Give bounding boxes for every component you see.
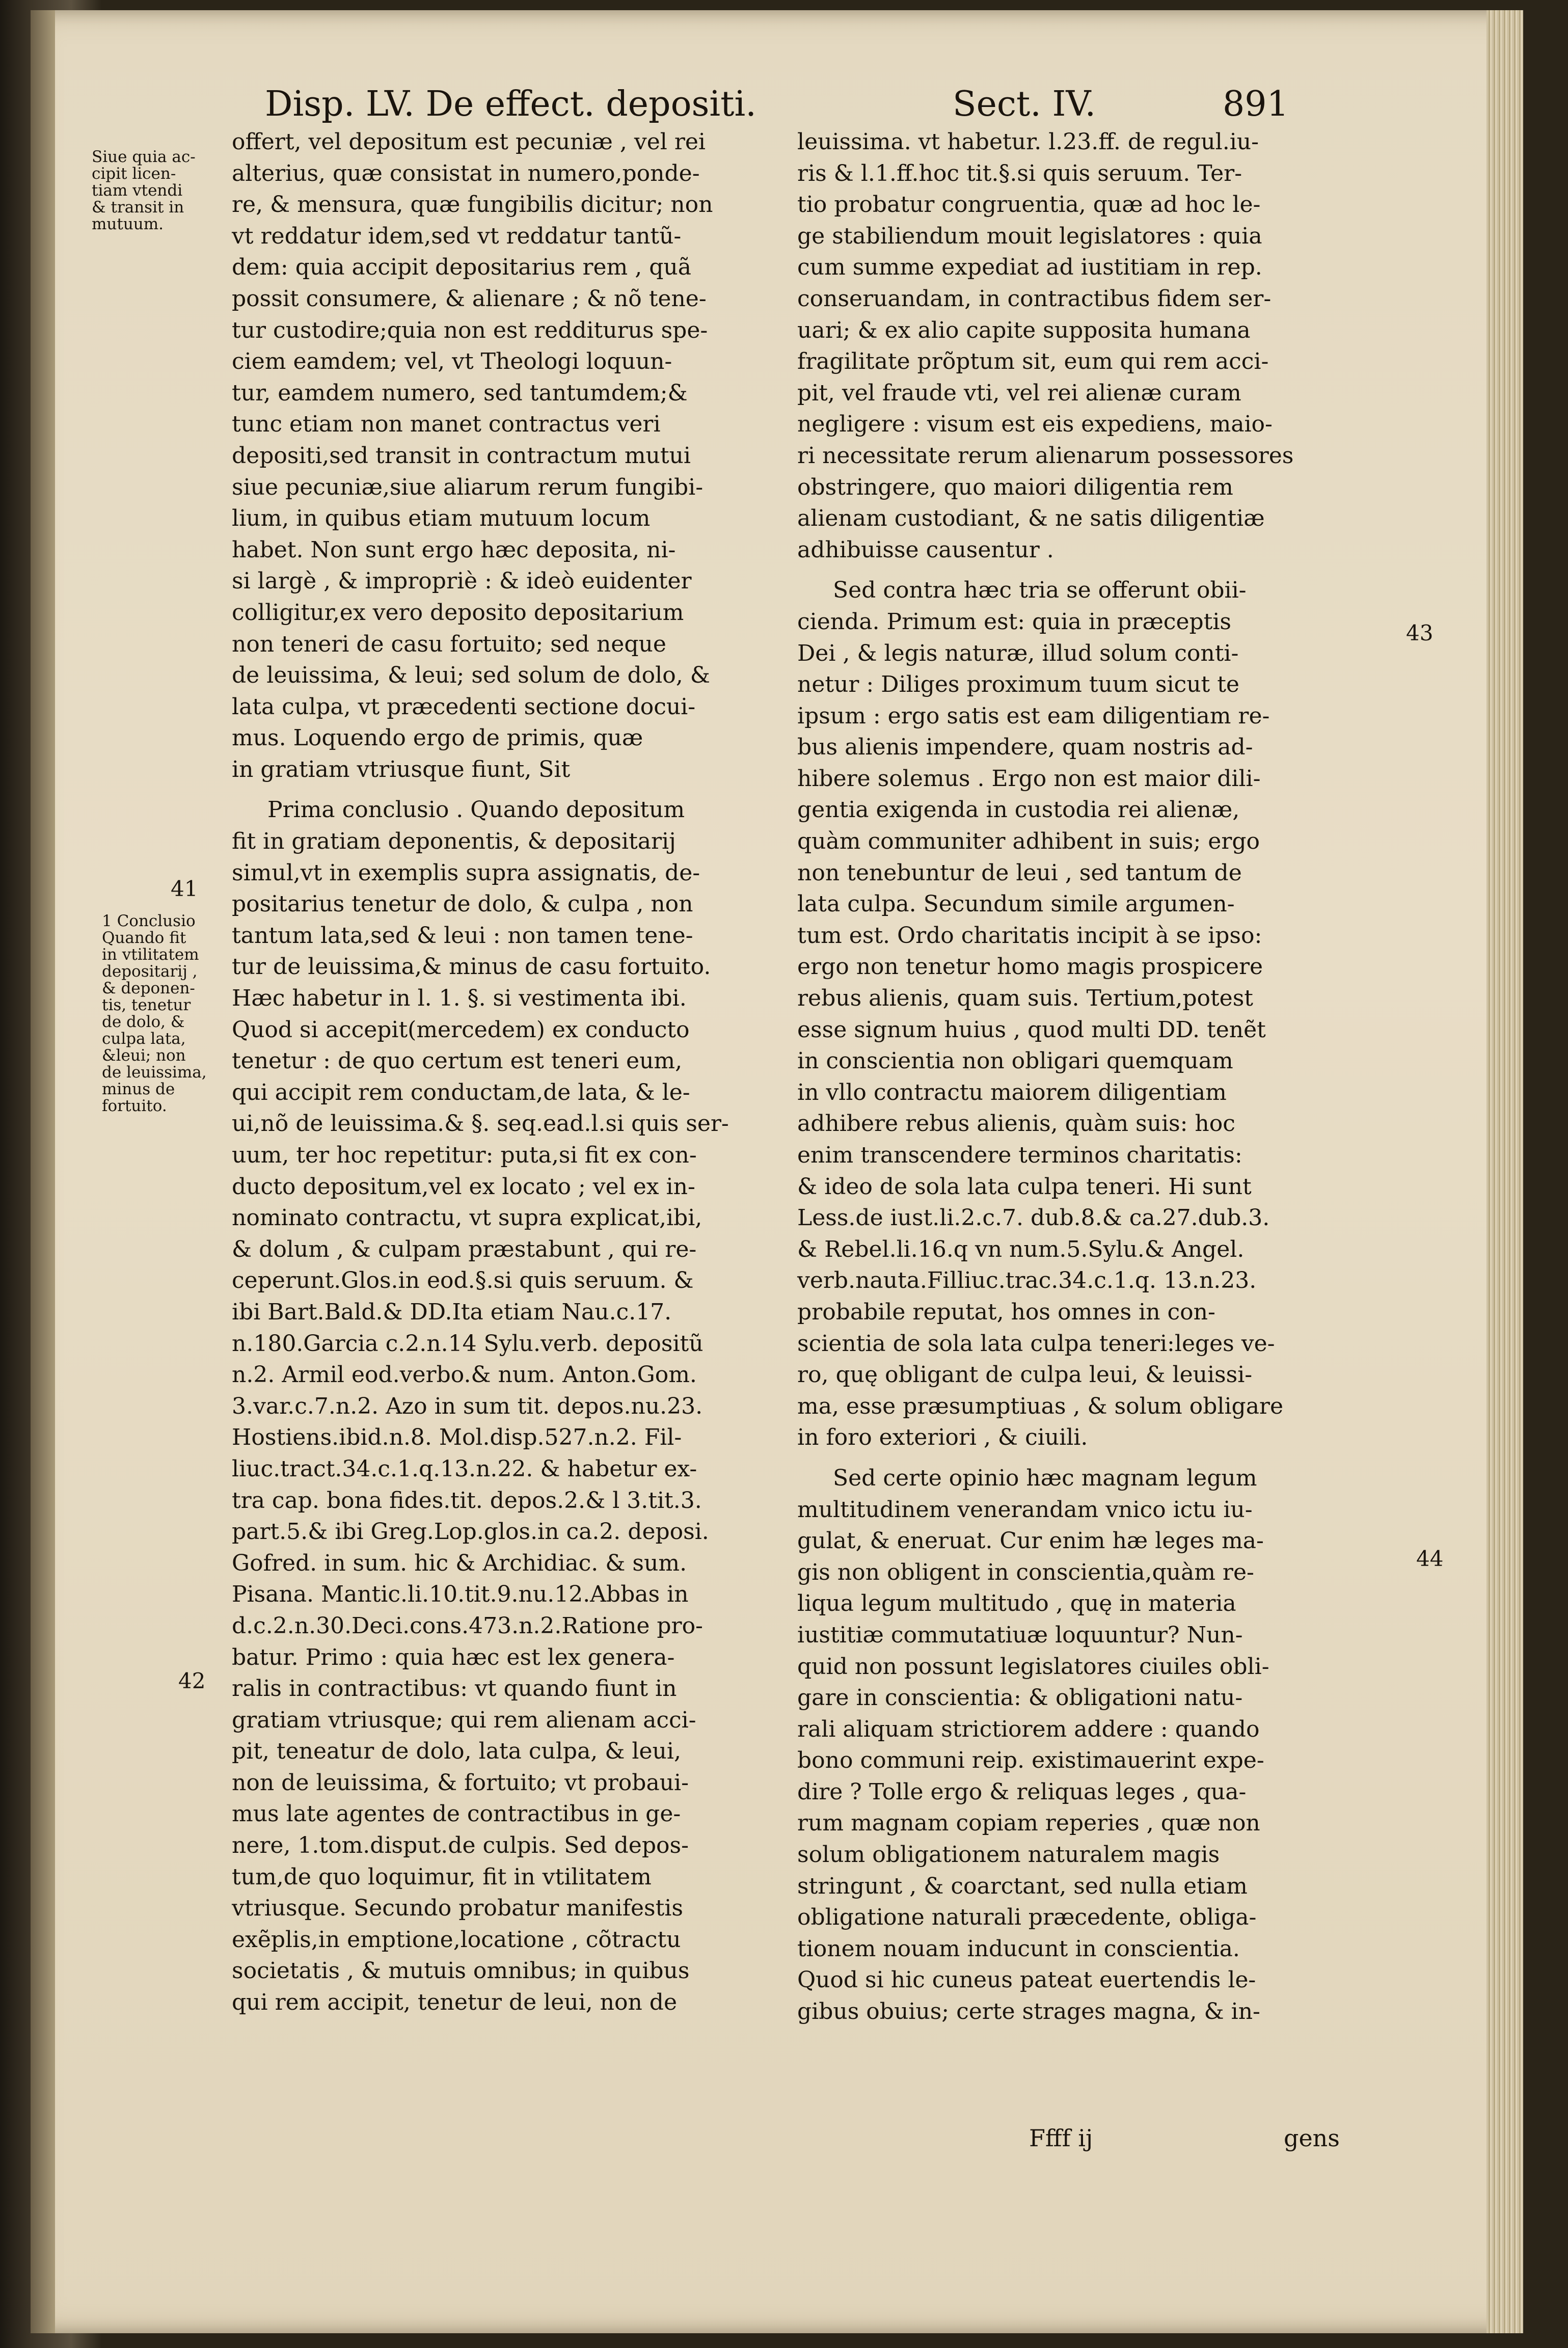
text-line: positarius tenetur de dolo, & culpa , non (232, 891, 693, 917)
text-line: netur : Diliges proximum tuum sicut te (797, 671, 1239, 698)
text-line: n.2. Armil eod.verbo.& num. Anton.Gom. (232, 1362, 697, 1388)
text-line: de leuissima, & leui; sed solum de dolo, & (232, 662, 710, 689)
text-line: quid non possunt legislatores ciuiles obli- (797, 1653, 1269, 1680)
text-line: adhibuisse causentur . (797, 536, 1054, 563)
text-line: pit, vel fraude vti, vel rei alienæ curam (797, 380, 1241, 406)
text-line: rebus alienis, quam suis. Tertium,potest (797, 985, 1253, 1012)
text-line: in foro exteriori , & ciuili. (797, 1424, 1088, 1451)
text-line: Gofred. in sum. hic & Archidiac. & sum. (232, 1550, 687, 1576)
text-line: habet. Non sunt ergo hæc deposita, ni- (232, 536, 676, 563)
text-line: fragilitate prõptum sit, eum qui rem acci- (797, 348, 1269, 375)
sidenote-line: tis, tenetur (102, 996, 191, 1014)
paragraph-gap (232, 785, 729, 794)
text-line: Sed certe opinio hæc magnam legum (833, 1465, 1257, 1491)
sidenote-line: 1 Conclusio (102, 912, 196, 930)
text-line: tio probatur congruentia, quæ ad hoc le- (797, 192, 1261, 218)
page-number: 891 (1223, 84, 1289, 124)
text-line: ducto depositum,vel ex locato ; vel ex in- (232, 1173, 695, 1200)
text-line: non teneri de casu fortuito; sed neque (232, 631, 666, 657)
text-line: rali aliquam strictiorem addere : quando (797, 1716, 1260, 1742)
text-line: vt reddatur idem,sed vt reddatur tantũ- (232, 223, 682, 249)
text-line: esse signum huius , quod multi DD. tenẽt (797, 1016, 1266, 1043)
text-line: Hæc habetur in l. 1. §. si vestimenta ibi. (232, 985, 687, 1012)
text-line: colligitur,ex vero deposito depositarium (232, 599, 684, 626)
text-line: 3.var.c.7.n.2. Azo in sum tit. depos.nu.23. (232, 1393, 703, 1419)
catchword: gens (1284, 2124, 1340, 2152)
signature-mark: Ffff ij (1029, 2124, 1093, 2152)
text-line: possit consumere, & alienare ; & nõ tene- (232, 285, 707, 312)
book-page (31, 10, 1523, 2333)
text-line: ui,nõ de leuissima.& §. seq.ead.l.si quis ser- (232, 1111, 729, 1137)
sidenote-line: in vtilitatem (102, 946, 199, 964)
text-line: conseruandam, in contractibus fidem ser- (797, 285, 1272, 312)
sidenote-line: depositarij , (102, 962, 198, 981)
text-line: Sed contra hæc tria se offerunt obii- (833, 577, 1247, 604)
text-line: ceperunt.Glos.in eod.§.si quis seruum. & (232, 1267, 694, 1294)
text-line: gentia exigenda in custodia rei alienæ, (797, 797, 1240, 823)
text-line: scientia de sola lata culpa teneri:leges ve- (797, 1330, 1275, 1357)
text-line: siue pecuniæ,siue aliarum rerum fungibi- (232, 474, 704, 500)
text-line: dire ? Tolle ergo & reliquas leges , qua- (797, 1778, 1247, 1805)
sidenote-line: tiam vtendi (92, 181, 183, 200)
text-line: ro, quę obligant de culpa leui, & leuissi- (797, 1362, 1253, 1388)
text-line: tur de leuissima,& minus de casu fortuito. (232, 954, 711, 980)
text-line: tionem nouam inducunt in conscientia. (797, 1935, 1240, 1962)
text-line: uari; & ex alio capite supposita humana (797, 317, 1251, 343)
text-line: ergo non tenetur homo magis prospicere (797, 954, 1263, 980)
sidenote-line: cipit licen- (92, 165, 176, 183)
text-line: Quod si accepit(mercedem) ex conducto (232, 1016, 690, 1043)
text-line: ris & l.1.ff.hoc tit.§.si quis seruum. Ter- (797, 160, 1242, 186)
text-line: part.5.& ibi Greg.Lop.glos.in ca.2. deposi. (232, 1519, 709, 1545)
facing-page-edge (31, 10, 55, 2333)
left-text-column (232, 126, 729, 2018)
text-line: offert, vel depositum est pecuniæ , vel rei (232, 129, 706, 155)
text-line: Prima conclusio . Quando depositum (267, 797, 685, 823)
text-line: lata culpa, vt præcedenti sectione docui- (232, 693, 696, 720)
running-head-section: Sect. IV. (953, 84, 1096, 124)
page-fore-edge (1486, 10, 1523, 2333)
sidenote-line: Siue quia ac- (92, 148, 196, 166)
text-line: dem: quia accipit depositarius rem , quã (232, 254, 691, 281)
sidenote-line: &leui; non (102, 1046, 186, 1065)
text-line: n.180.Garcia c.2.n.14 Sylu.verb. depositũ (232, 1330, 704, 1357)
text-line: cum summe expediat ad iustitiam in rep. (797, 254, 1262, 281)
text-line: quàm communiter adhibent in suis; ergo (797, 828, 1260, 855)
sidenote-line: minus de (102, 1080, 175, 1098)
text-line: stringunt , & coarctant, sed nulla etiam (797, 1873, 1248, 1899)
text-line: solum obligationem naturalem magis (797, 1842, 1220, 1868)
text-line: gis non obligent in conscientia,quàm re- (797, 1559, 1254, 1585)
text-line: si largè , & impropriè : & ideò euidenter (232, 568, 692, 595)
text-line: tenetur : de quo certum est teneri eum, (232, 1048, 683, 1074)
text-line: Pisana. Mantic.li.10.tit.9.nu.12.Abbas in (232, 1581, 689, 1608)
text-line: cienda. Primum est: quia in præceptis (797, 608, 1231, 635)
text-line: fit in gratiam deponentis, & depositarij (232, 828, 676, 855)
text-line: nere, 1.tom.disput.de culpis. Sed depos- (232, 1832, 689, 1859)
text-line: gibus obuius; certe strages magna, & in- (797, 1999, 1260, 2025)
text-line: vtriusque. Secundo probatur manifestis (232, 1895, 683, 1922)
text-line: & dolum , & culpam præstabunt , qui re- (232, 1236, 697, 1262)
text-line: probabile reputat, hos omnes in con- (797, 1299, 1215, 1325)
text-line: in vllo contractu maiorem diligentiam (797, 1079, 1227, 1105)
text-line: adhibere rebus alienis, quàm suis: hoc (797, 1111, 1235, 1137)
text-line: exẽplis,in emptione,locatione , cõtractu (232, 1926, 681, 1953)
sidenote-line: de leuissima, (102, 1063, 207, 1082)
text-line: d.c.2.n.30.Deci.cons.473.n.2.Ratione pro- (232, 1612, 703, 1639)
text-line: leuissima. vt habetur. l.23.ff. de regul.iu- (797, 129, 1259, 155)
text-line: gulat, & eneruat. Cur enim hæ leges ma- (797, 1528, 1264, 1554)
text-line: rum magnam copiam reperies , quæ non (797, 1810, 1260, 1837)
text-line: multitudinem venerandam vnico ictu iu- (797, 1496, 1253, 1523)
text-line: obligatione naturali præcedente, obliga- (797, 1904, 1257, 1931)
text-line: tum,de quo loquimur, fit in vtilitatem (232, 1864, 652, 1890)
text-line: Quod si hic cuneus pateat euertendis le- (797, 1967, 1256, 1993)
text-line: re, & mensura, quæ fungibilis dicitur; non (232, 192, 713, 218)
text-line: pit, teneatur de dolo, lata culpa, & leui, (232, 1738, 681, 1765)
sidenote-line: culpa lata, (102, 1030, 186, 1048)
text-line: ibi Bart.Bald.& DD.Ita etiam Nau.c.17. (232, 1299, 672, 1325)
text-line: verb.nauta.Filliuc.trac.34.c.1.q. 13.n.23. (797, 1267, 1257, 1294)
text-line: alterius, quæ consistat in numero,ponde- (232, 160, 700, 186)
margin-number-44: 44 (1416, 1546, 1444, 1571)
sidenote-top (92, 149, 196, 233)
text-line: uum, ter hoc repetitur: puta,si fit ex con- (232, 1142, 697, 1168)
text-line: tur, eamdem numero, sed tantumdem;& (232, 380, 688, 406)
text-line: enim transcendere terminos charitatis: (797, 1142, 1242, 1168)
text-line: nominato contractu, vt supra explicat,ibi, (232, 1205, 702, 1231)
text-line: tunc etiam non manet contractus veri (232, 411, 661, 438)
text-line: lata culpa. Secundum simile argumen- (797, 891, 1235, 917)
text-line: liqua legum multitudo , quę in materia (797, 1590, 1236, 1617)
text-line: non tenebuntur de leui , sed tantum de (797, 859, 1242, 886)
sidenote-line: & transit in (92, 198, 184, 217)
text-line: mus late agentes de contractibus in ge- (232, 1801, 681, 1827)
text-line: batur. Primo : quia hæc est lex genera- (232, 1644, 675, 1670)
text-line: ipsum : ergo satis est eam diligentiam re- (797, 703, 1270, 729)
text-line: hibere solemus . Ergo non est maior dili- (797, 765, 1261, 792)
text-line: ciem eamdem; vel, vt Theologi loquun- (232, 348, 672, 375)
text-line: gratiam vtriusque; qui rem alienam acci- (232, 1707, 696, 1733)
text-line: tum est. Ordo charitatis incipit à se ipso: (797, 922, 1262, 949)
sidenote-line: mutuum. (92, 215, 164, 233)
text-line: societatis , & mutuis omnibus; in quibus (232, 1958, 690, 1984)
sidenote-line: fortuito. (102, 1097, 167, 1115)
sidenote-line: de dolo, & (102, 1013, 185, 1031)
margin-number-41: 41 (171, 876, 198, 901)
margin-number-43: 43 (1406, 620, 1434, 645)
text-line: liuc.tract.34.c.1.q.13.n.22. & habetur ex- (232, 1455, 697, 1482)
text-line: in conscientia non obligari quemquam (797, 1048, 1233, 1074)
text-line: & ideo de sola lata culpa teneri. Hi sunt (797, 1173, 1252, 1200)
text-line: qui accipit rem conductam,de lata, & le- (232, 1079, 690, 1105)
text-line: ralis in contractibus: vt quando fiunt in (232, 1676, 677, 1702)
running-head-left: Disp. LV. De effect. depositi. (265, 84, 756, 124)
right-text-column (797, 126, 1293, 2028)
paragraph-gap (797, 565, 1293, 575)
margin-number-42: 42 (178, 1668, 206, 1693)
text-line: obstringere, quo maiori diligentia rem (797, 474, 1233, 500)
sidenote-line: Quando fit (102, 929, 186, 947)
text-line: tantum lata,sed & leui : non tamen tene- (232, 922, 693, 949)
text-line: bono communi reip. existimauerint expe- (797, 1747, 1264, 1774)
paragraph-gap (797, 1453, 1293, 1463)
text-line: ri necessitate rerum alienarum possessores (797, 442, 1294, 469)
text-line: & Rebel.li.16.q vn num.5.Sylu.& Angel. (797, 1236, 1245, 1262)
text-line: Hostiens.ibid.n.8. Mol.disp.527.n.2. Fil- (232, 1424, 682, 1451)
text-line: tra cap. bona fides.tit. depos.2.& l 3.tit.3. (232, 1487, 702, 1514)
sidenote-conclusio (102, 913, 207, 1115)
text-line: depositi,sed transit in contractum mutui (232, 442, 691, 469)
text-line: qui rem accipit, tenetur de leui, non de (232, 1989, 678, 2016)
text-line: alienam custodiant, & ne satis diligentiæ (797, 505, 1265, 532)
text-line: ge stabiliendum mouit legislatores : quia (797, 223, 1262, 249)
text-line: gare in conscientia: & obligationi natu- (797, 1685, 1243, 1711)
text-line: negligere : visum est eis expediens, maio- (797, 411, 1273, 438)
sidenote-line: & deponen- (102, 979, 195, 997)
text-line: Less.de iust.li.2.c.7. dub.8.& ca.27.dub.3. (797, 1205, 1270, 1231)
text-line: ma, esse præsumptiuas , & solum obligare (797, 1393, 1283, 1419)
text-line: tur custodire;quia non est redditurus spe- (232, 317, 708, 343)
text-line: lium, in quibus etiam mutuum locum (232, 505, 651, 532)
text-line: non de leuissima, & fortuito; vt probaui- (232, 1769, 689, 1796)
text-line: mus. Loquendo ergo de primis, quæ (232, 725, 643, 751)
text-line: bus alienis impendere, quam nostris ad- (797, 734, 1253, 761)
text-line: iustitiæ commutatiuæ loquuntur? Nun- (797, 1622, 1243, 1648)
text-line: in gratiam vtriusque fiunt, Sit (232, 756, 571, 782)
text-line: Dei , & legis naturæ, illud solum conti- (797, 640, 1239, 666)
text-line: simul,vt in exemplis supra assignatis, de- (232, 859, 700, 886)
